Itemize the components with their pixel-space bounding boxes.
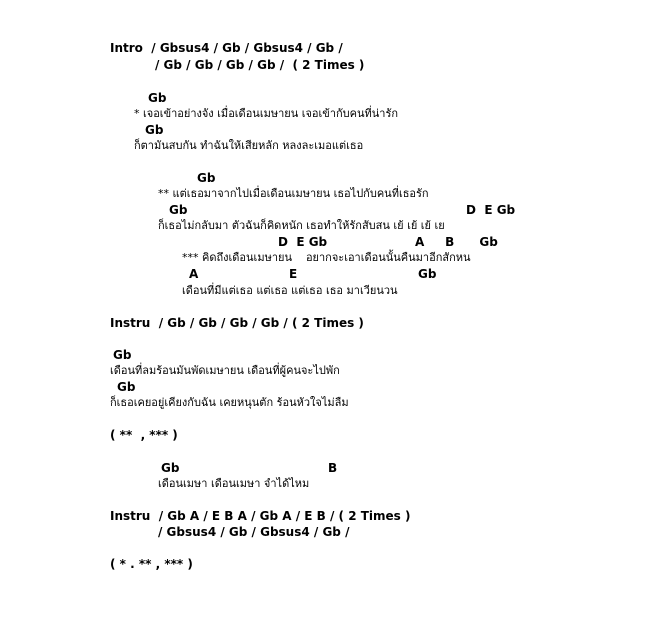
chord-line: A B Gb [415, 235, 498, 249]
lyric-line: ก็เธอเคยอยู่เคียงกับฉัน เคยหนุนตัก ร้อนหัวใจไม่ลืม [110, 396, 349, 409]
chord-line: B [328, 461, 338, 475]
chord-line: ( * . ** , *** ) [110, 557, 193, 571]
chord-line: ( ** , *** ) [110, 428, 178, 442]
lyric-line: เดือนเมษา เดือนเมษา จำได้ไหม [158, 477, 310, 490]
lyric-line: ก็เธอไม่กลับมา ตัวฉันก็คิดหนัก เธอทำให้รักสับสน เย้ เย้ เย้ เย [158, 219, 445, 232]
chord-line: Gb [148, 91, 167, 105]
lyric-line: *** คิดถึงเดือนเมษายน อยากจะเอาเดือนนั้นคืนมาอีกสักหน [182, 251, 471, 264]
chord-line: D E Gb [466, 203, 516, 217]
lyric-line: เดือนที่ลมร้อนมันพัดเมษายน เดือนที่ผู้คนจะไปพัก [110, 364, 340, 377]
chord-line: Gb [113, 348, 132, 362]
chord-line: Gb [161, 461, 180, 475]
chord-line: Instru / Gb A / E B A / Gb A / E B / ( 2 Times ) [110, 509, 411, 523]
lyric-line: ก็ตามันสบกัน ทำฉันให้เสียหลัก หลงละเมอแต่เธอ [134, 139, 364, 152]
chord-line: Gb [117, 380, 136, 394]
lyric-line: เดือนที่มีแต่เธอ แต่เธอ แต่เธอ เธอ มาเวียนวน [182, 284, 398, 297]
chord-line: A [189, 267, 199, 281]
chord-line: Intro / Gbsus4 / Gb / Gbsus4 / Gb / [110, 41, 343, 55]
chord-line: Gb [145, 123, 164, 137]
chord-line: D E Gb [278, 235, 328, 249]
chord-line: E [289, 267, 298, 281]
chord-line: Gb [197, 171, 216, 185]
chord-line: Instru / Gb / Gb / Gb / Gb / ( 2 Times ) [110, 316, 364, 330]
chord-line: / Gbsus4 / Gb / Gbsus4 / Gb / [158, 525, 350, 539]
chord-line: / Gb / Gb / Gb / Gb / ( 2 Times ) [155, 58, 365, 72]
lyric-line: * เจอเข้าอย่างจัง เมื่อเดือนเมษายน เจอเข้ากับคนที่น่ารัก [134, 107, 399, 120]
chord-line: Gb [418, 267, 437, 281]
lyric-line: ** แต่เธอมาจากไปเมื่อเดือนเมษายน เธอไปกับคนที่เธอรัก [158, 187, 429, 200]
chord-line: Gb [169, 203, 188, 217]
